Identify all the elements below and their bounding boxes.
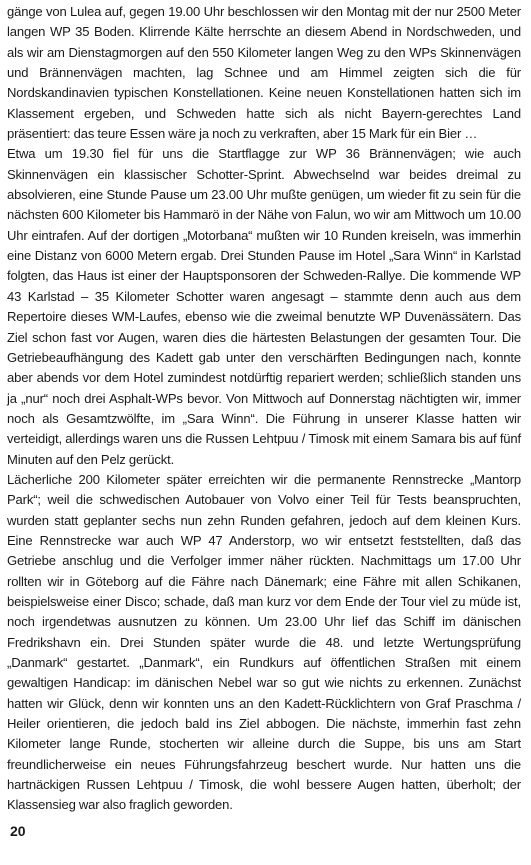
- paragraph-3: Lächerliche 200 Kilometer später erreichten wir die permanente Rennstrecke „Mantorp Park“; weil die schwedischen Autobauer von Volvo einer Teil für Tests beanspruchten, wurden statt geplanter sechs nun zehn Runden gefahren, jedoch auf dem kleinen Kurs. Eine Rennstrecke war auch WP 47 Anderstorp, wo wir entsetzt feststellten, daß das Getriebe anschlug und die Verfolger immer näher rückten. Nachmittags um 17.00 Uhr rollten wir in Göteborg auf die Fähre nach Dänemark; eine Fähre mit allen Schikanen, beispielsweise einer Disco; schade, daß man kurz vor dem Ende der Tour viel zu müde ist, noch irgendetwas ausnutzen zu können. Um 23.00 Uhr lief das Schiff im dänischen Fredrikshavn ein. Drei Stunden später wurde die 48. und letzte Wertungsprüfung „Danmark“ gestartet. „Danmark“, ein Rundkurs auf öffentlichen Straßen mit einem gewaltigen Handicap: im dänischen Nebel war so gut wie nichts zu erkennen. Zunächst hatten wir Glück, denn wir konnten uns an den Kadett-Rücklichtern von Graf Praschma / Heiler orientieren, die jedoch bald ins Ziel abbogen. Die nächste, immerhin fast zehn Kilometer lange Runde, stocherten wir alleine durch die Suppe, bis uns am Start freundlicherweise ein neues Führungsfahrzeug beschert wurde. Nur hatten uns die hartnäckigen Russen Lehtpuu / Timosk, die wohl bessere Augen hatten, überholt; der Klassensieg war also fraglich geworden.: [7, 471, 521, 813]
- page-number: 20: [10, 823, 26, 839]
- paragraph-1: gänge von Lulea auf, gegen 19.00 Uhr beschlossen wir den Montag mit der nur 2500 Meter langen WP 35 Boden. Klirrende Kälte herrschte an diesem Abend in Nordschweden, und als wir am Dienstagmorgen auf den 550 Kilometer langen Weg zu den WPs Skinnenvägen und Brännenvägen machten, lag Schnee und am Himmel zeigten sich die für Nordskandinavien typischen Konstellationen. Keine neuen Konstellationen hatten sich im Klassement ergeben, und Schweden hatte sich als nicht Bayern-gerechtes Land präsentiert: das teure Essen wäre ja noch zu verkraften, aber 15 Mark für ein Bier …: [7, 4, 521, 142]
- paragraph-2: Etwa um 19.30 fiel für uns die Startflagge zur WP 36 Brännenvägen; wie auch Skinnenvägen ein klassischer Schotter-Sprint. Abwechselnd war beides dreimal zu absolvieren, eine Stunde Pause um 23.00 Uhr mußte genügen, um wieder fit zu sein für die nächsten 600 Kilometer bis Hammarö in der Nähe von Falun, wo wir am Mittwoch um 10.00 Uhr eintrafen. Auf der dortigen „Motorbana“ mußten wir 10 Runden kreiseln, was immerhin eine Distanz von 6000 Metern ergab. Drei Stunden Pause im Hotel „Sara Winn“ in Karlstad folgten, das Haus ist einer der Hauptsponsoren der Schweden-Rallye. Die kommende WP 43 Karlstad – 35 Kilometer Schotter waren angesagt – stammte denn auch aus dem Repertoire dieses WM-Laufes, ebenso wie die zweimal benutzte WP Duvenässätern. Das Ziel schon fast vor Augen, waren dies die härtesten Belastungen der gesamten Tour. Die Getriebeaufhängung des Kadett gab unter den verschärften Bedingungen nach, konnte aber abends vor dem Hotel zumindest notdürftig repariert werden; schließlich standen uns ja „nur“ noch drei Asphalt-WPs bevor. Von Mittwoch auf Donnerstag nächtigten wir, immer noch als Gesamtzwölfte, im „Sara Winn“. Die Führung in unserer Klasse hatten wir verteidigt, allerdings waren uns die Russen Lehtpuu / Timosk mit einem Samara bis auf fünf Minuten auf den Pelz gerückt.: [7, 146, 521, 467]
- page-body: [7, 2, 521, 816]
